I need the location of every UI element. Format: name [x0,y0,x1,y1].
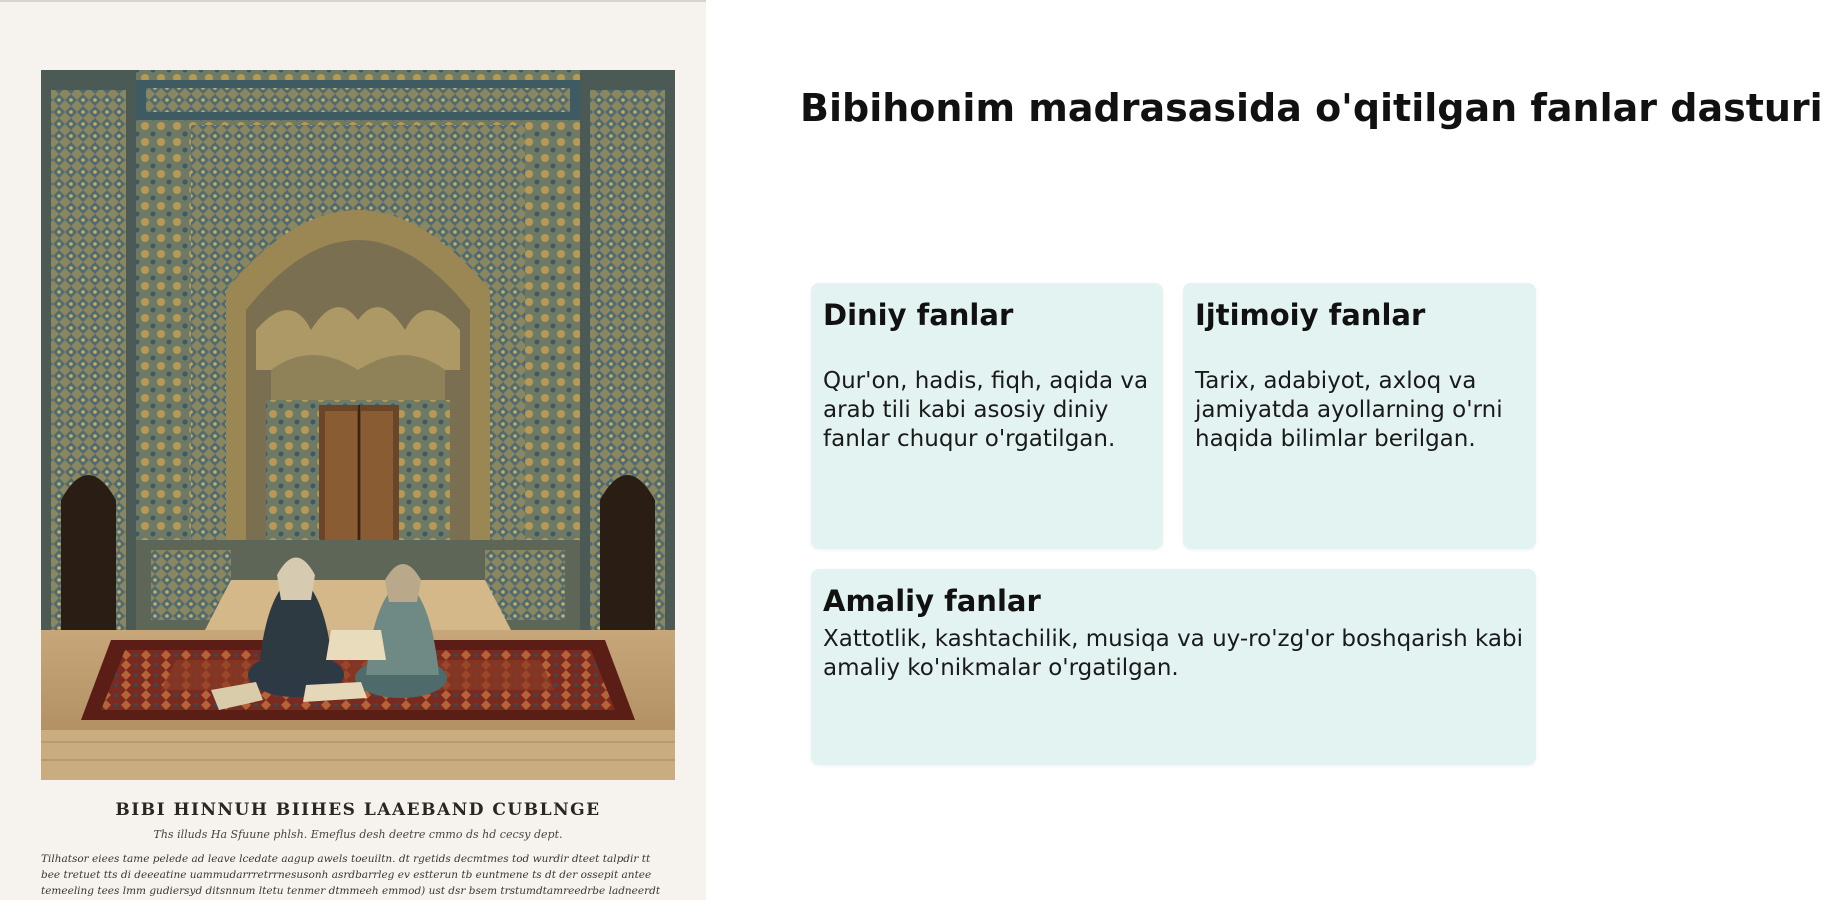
poster-title: BIBI HINNUH BIIHES LAAEBAND CUBLNGE [115,800,601,820]
poster-text-line: temeeling tees lmm gudiersyd ditsnnum ltetu tenmer dtmmeeh emmod) ust dsr bsem trstumdtamreedrbe ladneerdt [41,885,661,897]
madrasa-illustration [41,70,675,780]
card-body: Xattotlik, kashtachilik, musiqa va uy-ro'zg'or boshqarish kabi amaliy ko'nikmalar o'rgatilgan. [823,626,1523,681]
card-title: Diniy fanlar [823,298,1014,332]
poster-text-line: Tilhatsor eiees tame pelede ad leave lcedate aagup awels toeuiltn. dt rgetids decmtmes tod wurdir dteet talpdir tt [41,853,651,865]
slide-title: Bibihonim madrasasida o'qitilgan fanlar dasturi [800,86,1823,130]
poster-subtitle: Ths illuds Ha Sfuune phlsh. Emeflus desh deetre cmmo ds hd cecsy dept. [153,828,563,841]
poster-body-text [41,851,675,899]
card-ijtimoiy-fanlar [1183,283,1536,549]
card-body: Qur'on, hadis, fiqh, aqida va arab tili kabi asosiy diniy fanlar chuqur o'rgatilgan. [823,368,1149,452]
card-body: Tarix, adabiyot, axloq va jamiyatda ayollarning o'rni haqida bilimlar berilgan. [1195,368,1503,452]
card-title: Amaliy fanlar [823,584,1041,618]
illustration-panel [0,0,706,900]
poster-text-line: bee tretuet tts di deeeatine uammudarrretrrnesusonh asrdbarrleg ev estterun tb euntmene ts dt der ossepit antee [41,869,652,881]
madrasa-interior-picture [41,70,675,780]
card-title: Ijtimoiy fanlar [1195,298,1426,332]
card-amaliy-fanlar [811,569,1536,765]
card-diniy-fanlar [811,283,1163,549]
poster-caption [41,800,675,899]
